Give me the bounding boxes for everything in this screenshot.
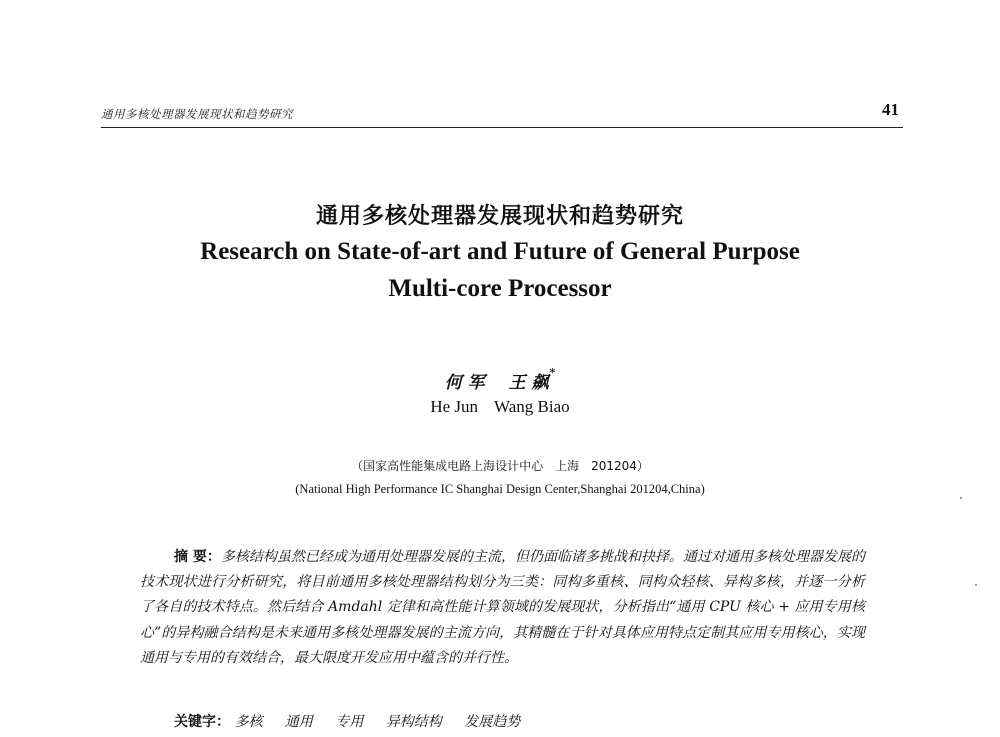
author-1-chinese: 何 军: [444, 373, 485, 393]
abstract: [140, 545, 865, 671]
author-2-chinese-wrap: [509, 368, 556, 393]
affiliation-english: (National High Performance IC Shanghai Design Center,Shanghai 201204,China): [295, 482, 705, 496]
authors-english: [0, 397, 1000, 417]
keywords-label: 关键字：: [174, 714, 230, 730]
paper-title-chinese: 通用多核处理器发展现状和趋势研究: [315, 204, 684, 229]
affiliation-chinese: （国家高性能集成电路上海设计中心 上海 201204）: [351, 459, 649, 473]
author-2-english: Wang Biao: [494, 397, 570, 416]
abstract-text: 多核结构虽然已经成为通用处理器发展的主流，但仍面临诸多挑战和抉择。通过对通用多核处理器发展的技术现状进行分析研究，将目前通用多核处理器结构划分为三类：同构多重核、同构众轻核、异构多核，并逐一分析了各自的技术特点。然后结合 Amdahl 定律和高性能计算领域的发展现状，分析指出“通用 CPU 核心 + 应用专用核心”的异构融合结构是未来通用多核处理器发展的主流方向，其精髓在于针对具体应用特点定制其应用专用核心，实现通用与专用的有效结合，最大限度开发应用中蕴含的并行性。: [140, 549, 866, 666]
paper-title-english-line2: Multi-core Processor: [388, 275, 612, 302]
page-number: 41: [882, 100, 899, 119]
author-1-english: He Jun: [430, 397, 479, 416]
authors-chinese: [0, 368, 1000, 393]
header-rule: [101, 127, 903, 128]
keyword-item: 发展趋势: [464, 714, 521, 730]
keyword-item: 通用: [284, 714, 313, 730]
keyword-item: 专用: [335, 714, 364, 730]
corresponding-author-mark: *: [549, 366, 556, 379]
paper-title-english-line1: Research on State-of-art and Future of General Purpose: [200, 238, 800, 265]
abstract-label: 摘 要：: [174, 549, 221, 565]
scan-speck: [960, 497, 962, 499]
keyword-item: 异构结构: [385, 714, 442, 730]
paper-title-english: [150, 233, 850, 307]
running-header: [101, 100, 903, 126]
scan-speck: [975, 584, 977, 586]
keyword-item: 多核: [234, 714, 263, 730]
keywords: [174, 711, 538, 731]
running-header-title: 通用多核处理器发展现状和趋势研究: [101, 107, 293, 121]
author-2-chinese: 王 飙: [508, 373, 549, 393]
